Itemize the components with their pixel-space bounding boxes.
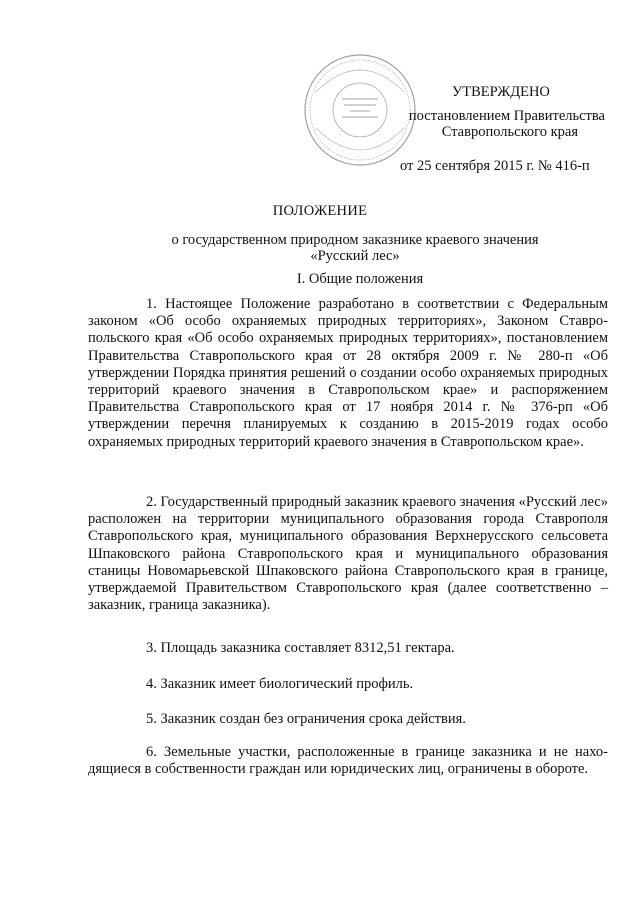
paragraph-4: 4. Заказник имеет биологический профиль. [146, 676, 414, 692]
paragraph-6: 6. Земельные участки, расположенные в границе заказника и не находящиеся в собственности граждан или юридических лиц, ограничены в обороте. [88, 744, 608, 778]
subtitle-line-2: «Русский лес» [310, 248, 400, 264]
resolution-line-1: постановлением Правительства [408, 108, 605, 124]
paragraph-5: 5. Заказник создан без ограничения срока действия. [146, 711, 466, 727]
paragraph-3: 3. Площадь заказника составляет 8312,51 гектара. [146, 640, 455, 656]
paragraph-1: 1. Настоящее Положение разработано в соответствии с Федеральным законом «Об особо охраняемых природных территориях», Законом Ставропольского края «Об особо охраняемых природных территориях», постановлением Правительства Ставропольского края от 28 октября 2009 г. № 280-п «Об утверждении Порядка принятия решений о создании особо охраняемых природных территорий краевого значения в Ставропольском крае» и распоряжением Правительства Ставропольского края от 17 ноября 2014 г. № 376-рп «Об утверждении перечня планируемых к созданию в 2015-2019 годах особо охраняемых природных территорий краевого значения в Ставропольском крае». [88, 296, 608, 450]
section-heading: I. Общие положения [296, 271, 424, 287]
approved-label: УТВЕРЖДЕНО [452, 84, 550, 100]
document-title: ПОЛОЖЕНИЕ [272, 203, 368, 219]
paragraph-2: 2. Государственный природный заказник краевого значения «Русский лес» расположен на территории муниципального образования города Ставрополя Ставропольского края, муниципального образования Верхнерусского сельсовета Шпаковского района Ставропольского края и муниципального образования станицы Новомарьевской Шпаковского района Ставропольского края в границе, утверждаемой Правительством Ставропольского края (далее соответственно – заказник, граница заказника). [88, 494, 608, 614]
resolution-date: от 25 сентября 2015 г. № 416-п [400, 158, 590, 174]
document-subtitle [140, 232, 570, 264]
resolution-line-2: Ставропольского края [441, 124, 578, 140]
subtitle-line-1: о государственном природном заказнике краевого значения [171, 232, 539, 248]
